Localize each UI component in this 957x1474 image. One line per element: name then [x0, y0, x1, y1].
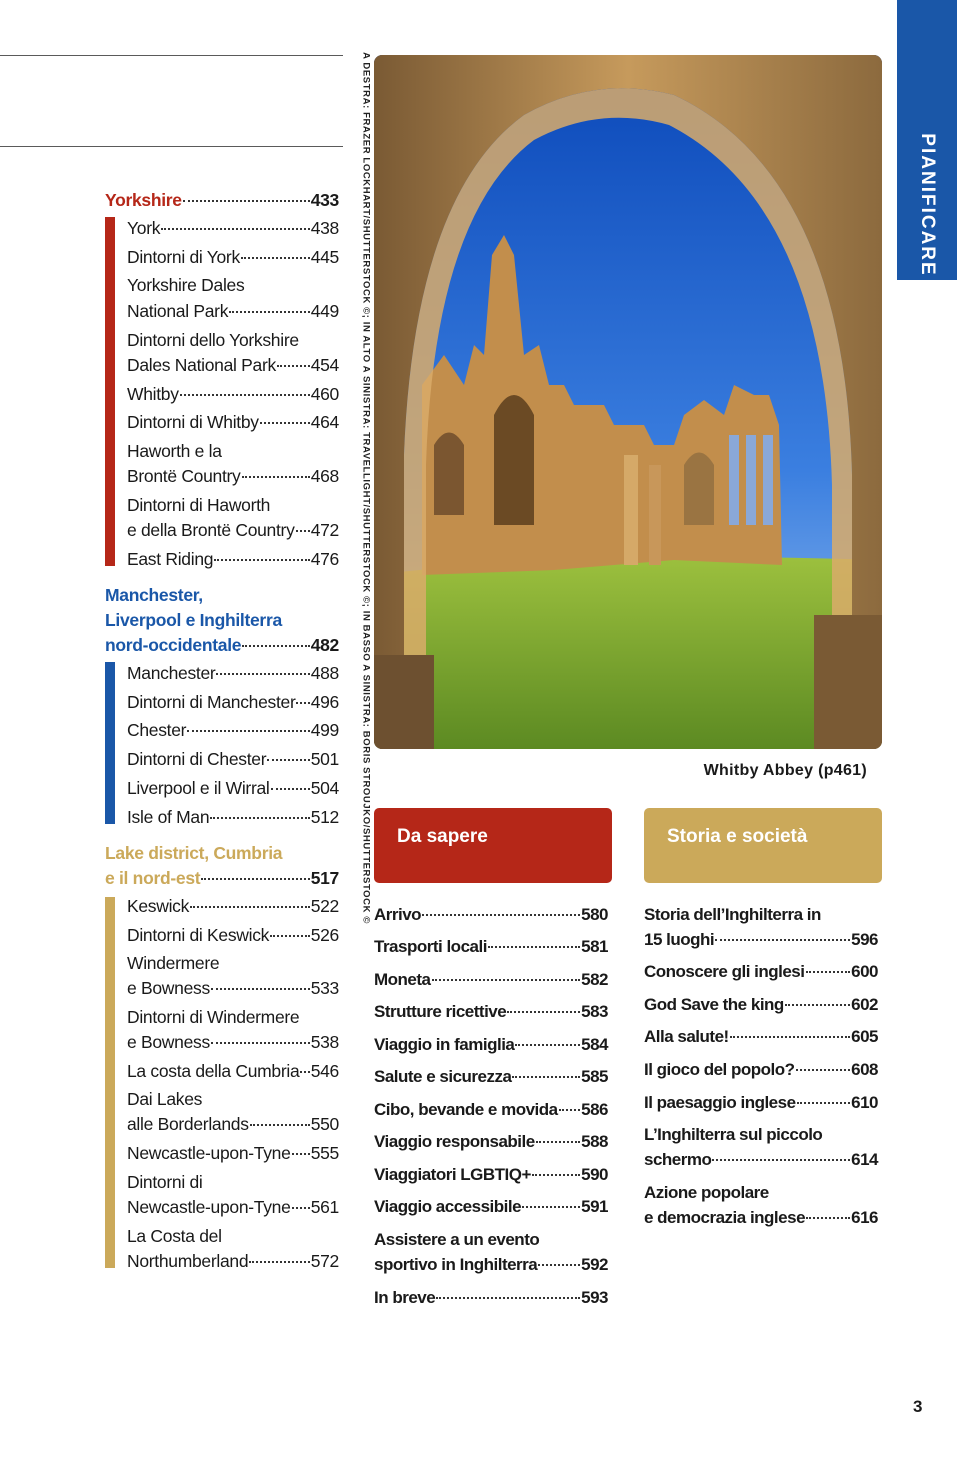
whitby-abbey-photo	[374, 55, 882, 749]
heading-text: Yorkshire	[105, 190, 182, 210]
toc-entry[interactable]	[127, 355, 339, 376]
page-ref: 538	[310, 1032, 339, 1052]
leader-dots	[229, 311, 310, 313]
entry-label: Salute e sicurezza	[374, 1067, 512, 1086]
page-ref: 546	[310, 1061, 339, 1081]
leader-dots	[515, 1044, 580, 1046]
leader-dots	[536, 1141, 580, 1143]
storia-header[interactable]	[644, 808, 882, 883]
toc-entry[interactable]	[127, 692, 339, 713]
toc-entry[interactable]	[644, 930, 878, 950]
entry-label: schermo	[644, 1150, 712, 1169]
entry-label: Arrivo	[374, 905, 422, 924]
section-tab-label: PIANIFICARE	[917, 133, 938, 277]
entry-label: Dales National Park	[127, 355, 276, 375]
page-ref: 468	[310, 466, 339, 486]
entry-label: Strutture ricettive	[374, 1002, 507, 1021]
heading-text: nord-occidentale	[105, 635, 242, 655]
entry-label: Viaggio accessibile	[374, 1197, 522, 1216]
page-number: 3	[913, 1397, 923, 1416]
leader-dots	[241, 257, 310, 259]
entry-label: Azione popolare	[644, 1183, 769, 1202]
toc-entry[interactable]	[127, 749, 339, 770]
page-ref: 482	[310, 635, 339, 655]
toc-entry[interactable]	[374, 970, 608, 990]
entry-label: Dai Lakes	[127, 1089, 203, 1109]
toc-heading-lake[interactable]	[105, 868, 339, 889]
page-ref: 610	[851, 1093, 878, 1112]
entry-label: Chester	[127, 720, 187, 740]
toc-heading-lake-line1	[105, 843, 282, 864]
toc-entry-first-line	[644, 905, 821, 925]
leader-dots	[292, 1153, 310, 1155]
page-ref: 591	[581, 1197, 608, 1216]
toc-entry[interactable]	[374, 1197, 608, 1217]
leader-dots	[187, 730, 310, 732]
page-ref: 472	[310, 520, 339, 540]
toc-entry[interactable]	[127, 218, 339, 239]
entry-label: Cibo, bevande e movida	[374, 1100, 558, 1119]
page-ref: 504	[310, 778, 339, 798]
toc-entry[interactable]	[374, 1002, 608, 1022]
page-ref: 433	[310, 190, 339, 210]
toc-entry[interactable]	[127, 925, 339, 946]
toc-entry[interactable]	[127, 1197, 339, 1218]
toc-entry-first-line	[127, 1226, 222, 1247]
toc-entry-first-line	[644, 1125, 822, 1145]
yorkshire-color-bar	[105, 217, 115, 566]
toc-entry[interactable]	[374, 1100, 608, 1120]
toc-entry[interactable]	[127, 1251, 339, 1272]
entry-label: God Save the king	[644, 995, 784, 1014]
leader-dots	[190, 906, 310, 908]
entry-label: Dintorni di	[127, 1172, 203, 1192]
toc-entry-first-line	[127, 1172, 202, 1193]
toc-entry-first-line	[127, 275, 244, 296]
entry-label: Northumberland	[127, 1251, 249, 1271]
toc-entry[interactable]	[127, 247, 339, 268]
page-ref: 600	[851, 962, 878, 981]
entry-label: Brontë Country	[127, 466, 241, 486]
leader-dots	[214, 559, 309, 561]
page-ref: 533	[310, 978, 339, 998]
toc-entry-first-line	[127, 441, 222, 462]
leader-dots	[715, 939, 850, 941]
page-ref: 522	[310, 896, 339, 916]
leader-dots	[260, 422, 310, 424]
page-ref: 555	[310, 1143, 339, 1163]
entry-label: Liverpool e il Wirral	[127, 778, 270, 798]
entry-label: La Costa del	[127, 1226, 222, 1246]
toc-entry[interactable]	[374, 1165, 608, 1185]
page-ref: 616	[851, 1208, 878, 1227]
leader-dots	[271, 788, 310, 790]
entry-label: e Bowness	[127, 978, 210, 998]
page-ref: 438	[310, 218, 339, 238]
page-ref: 583	[581, 1002, 608, 1021]
leader-dots	[242, 645, 309, 647]
toc-entry[interactable]	[127, 720, 339, 741]
entry-label: National Park	[127, 301, 229, 321]
page-ref: 449	[310, 301, 339, 321]
leader-dots	[267, 759, 309, 761]
page-ref: 592	[581, 1255, 608, 1274]
entry-label: Windermere	[127, 953, 220, 973]
page-ref: 464	[310, 412, 339, 432]
page-ref: 460	[310, 384, 339, 404]
toc-entry[interactable]	[374, 937, 608, 957]
page-ref: 512	[310, 807, 339, 827]
leader-dots	[538, 1264, 580, 1266]
entry-label: Isle of Man	[127, 807, 210, 827]
toc-entry[interactable]	[644, 1060, 878, 1080]
entry-label: Dintorni di Manchester	[127, 692, 296, 712]
entry-label: La costa della Cumbria	[127, 1061, 300, 1081]
page-ref: 614	[851, 1150, 878, 1169]
toc-entry[interactable]	[127, 520, 339, 541]
entry-label: Whitby	[127, 384, 179, 404]
page-ref: 585	[581, 1067, 608, 1086]
leader-dots	[522, 1206, 580, 1208]
entry-label: Dintorni di Haworth	[127, 495, 271, 515]
page-ref: 501	[310, 749, 339, 769]
leader-dots	[785, 1004, 850, 1006]
entry-label: Dintorni di Chester	[127, 749, 267, 769]
toc-entry[interactable]	[374, 1288, 608, 1308]
page-ref: 499	[310, 720, 339, 740]
entry-label: Il paesaggio inglese	[644, 1093, 796, 1112]
entry-label: Dintorni di Whitby	[127, 412, 259, 432]
toc-entry[interactable]	[127, 807, 339, 828]
entry-label: Conoscere gli inglesi	[644, 962, 805, 981]
toc-entry[interactable]	[374, 1067, 608, 1087]
toc-entry[interactable]	[644, 962, 878, 982]
toc-entry[interactable]	[644, 995, 878, 1015]
toc-entry[interactable]	[644, 1027, 878, 1047]
entry-label: In breve	[374, 1288, 436, 1307]
toc-heading-manchester-line2	[105, 610, 282, 631]
entry-label: alle Borderlands	[127, 1114, 249, 1134]
entry-label: Viaggio responsabile	[374, 1132, 535, 1151]
section-tab[interactable]	[897, 0, 957, 280]
toc-entry[interactable]	[127, 978, 339, 999]
heading-text: Manchester,	[105, 585, 203, 605]
page-ref: 581	[581, 937, 608, 956]
leader-dots	[806, 1217, 850, 1219]
leader-dots	[183, 200, 310, 202]
toc-entry-first-line	[127, 1089, 202, 1110]
entry-label: Assistere a un evento	[374, 1230, 540, 1249]
entry-label: Il gioco del popolo?	[644, 1060, 795, 1079]
toc-entry[interactable]	[127, 778, 339, 799]
leader-dots	[432, 979, 581, 981]
entry-label: e democrazia inglese	[644, 1208, 806, 1227]
toc-heading-manchester-line1	[105, 585, 203, 606]
entry-label: Viaggio in famiglia	[374, 1035, 515, 1054]
entry-label: 15 luoghi	[644, 930, 715, 949]
leader-dots	[292, 1207, 310, 1209]
heading-text: Liverpool e Inghilterra	[105, 610, 282, 630]
entry-label: Dintorni dello Yorkshire	[127, 330, 299, 350]
storia-title: Storia e società	[667, 826, 808, 847]
page-ref: 580	[581, 905, 608, 924]
page-ref: 596	[851, 930, 878, 949]
leader-dots	[712, 1159, 850, 1161]
toc-entry[interactable]	[374, 1035, 608, 1055]
leader-dots	[216, 673, 309, 675]
toc-entry[interactable]	[127, 896, 339, 917]
page-ref: 584	[581, 1035, 608, 1054]
entry-label: Newcastle-upon-Tyne	[127, 1143, 291, 1163]
entry-label: Moneta	[374, 970, 431, 989]
page-ref: 561	[310, 1197, 339, 1217]
leader-dots	[201, 878, 309, 880]
toc-entry[interactable]	[374, 905, 608, 925]
toc-entry[interactable]	[127, 384, 339, 405]
leader-dots	[436, 1297, 580, 1299]
toc-entry[interactable]	[644, 1150, 878, 1170]
leader-dots	[559, 1109, 581, 1111]
toc-entry-first-line	[644, 1183, 769, 1203]
toc-entry[interactable]	[374, 1132, 608, 1152]
toc-entry[interactable]	[127, 1114, 339, 1135]
page-ref: 488	[310, 663, 339, 683]
toc-entry[interactable]	[127, 549, 339, 570]
entry-label: Trasporti locali	[374, 937, 487, 956]
page-ref: 602	[851, 995, 878, 1014]
toc-heading-yorkshire[interactable]	[105, 190, 339, 211]
toc-entry[interactable]	[127, 466, 339, 487]
page-ref: 476	[310, 549, 339, 569]
page-ref: 445	[310, 247, 339, 267]
lake-color-bar	[105, 897, 115, 1268]
page-ref: 517	[310, 868, 339, 888]
entry-label: Newcastle-upon-Tyne	[127, 1197, 291, 1217]
toc-entry[interactable]	[127, 663, 339, 684]
toc-entry[interactable]	[127, 1061, 339, 1082]
leader-dots	[796, 1069, 851, 1071]
entry-label: Manchester	[127, 663, 216, 683]
leader-dots	[488, 946, 580, 948]
leader-dots	[180, 394, 310, 396]
entry-label: York	[127, 218, 161, 238]
page-ref: 582	[581, 970, 608, 989]
toc-heading-manchester[interactable]	[105, 635, 339, 656]
page-ref: 454	[310, 355, 339, 375]
leader-dots	[730, 1036, 850, 1038]
entry-label: East Riding	[127, 549, 214, 569]
leader-dots	[512, 1076, 580, 1078]
leader-dots	[211, 1042, 310, 1044]
photo-credit-text: A DESTRA: FRAZER LOCKHART/SHUTTERSTOCK ©; IN ALTO A SINISTRA: TRAVELLIGHT/SHUTTERSTOCK ©; IN BASSO A SINISTRA: BORIS STROUJKO/SHUTTERSTOCK ©	[360, 52, 372, 924]
heading-text: Lake district, Cumbria	[105, 843, 283, 863]
page-ref: 588	[581, 1132, 608, 1151]
toc-entry[interactable]	[127, 1032, 339, 1053]
leader-dots	[806, 971, 851, 973]
entry-label: Alla salute!	[644, 1027, 729, 1046]
toc-entry[interactable]	[127, 301, 339, 322]
da-sapere-header[interactable]	[374, 808, 612, 883]
page-ref: 550	[310, 1114, 339, 1134]
leader-dots	[532, 1174, 580, 1176]
page-ref: 608	[851, 1060, 878, 1079]
toc-entry[interactable]	[127, 1143, 339, 1164]
leader-dots	[296, 530, 310, 532]
toc-entry[interactable]	[127, 412, 339, 433]
toc-entry-first-line	[127, 953, 219, 974]
toc-entry-first-line	[127, 495, 270, 516]
page-ref: 496	[310, 692, 339, 712]
entry-label: sportivo in Inghilterra	[374, 1255, 538, 1274]
leader-dots	[422, 914, 580, 916]
entry-label: Yorkshire Dales	[127, 275, 245, 295]
leader-dots	[250, 1124, 310, 1126]
page-ref: 605	[851, 1027, 878, 1046]
page-ref: 586	[581, 1100, 608, 1119]
toc-entry[interactable]	[644, 1093, 878, 1113]
leader-dots	[242, 476, 310, 478]
toc-entry-first-line	[127, 1007, 299, 1028]
page-ref: 590	[581, 1165, 608, 1184]
leader-dots	[161, 228, 310, 230]
toc-entry-first-line	[127, 330, 299, 351]
entry-label: Dintorni di Windermere	[127, 1007, 300, 1027]
leader-dots	[797, 1102, 851, 1104]
entry-label: e della Brontë Country	[127, 520, 295, 540]
da-sapere-title: Da sapere	[397, 826, 488, 847]
leader-dots	[296, 702, 309, 704]
page-ref: 572	[310, 1251, 339, 1271]
entry-label: Haworth e la	[127, 441, 222, 461]
leader-dots	[277, 365, 310, 367]
heading-text: e il nord-est	[105, 868, 201, 888]
toc-entry[interactable]	[644, 1208, 878, 1228]
entry-label: Viaggiatori LGBTIQ+	[374, 1165, 531, 1184]
toc-entry-first-line	[374, 1230, 539, 1250]
leader-dots	[210, 817, 309, 819]
entry-label: L’Inghilterra sul piccolo	[644, 1125, 823, 1144]
manchester-color-bar	[105, 662, 115, 824]
entry-label: Storia dell’Inghilterra in	[644, 905, 821, 924]
page-ref: 526	[310, 925, 339, 945]
second-rule	[0, 146, 343, 147]
photo-caption: Whitby Abbey (p461)	[703, 762, 867, 779]
leader-dots	[300, 1071, 309, 1073]
toc-entry[interactable]	[374, 1255, 608, 1275]
leader-dots	[270, 935, 310, 937]
page-ref: 593	[581, 1288, 608, 1307]
entry-label: e Bowness	[127, 1032, 210, 1052]
entry-label: Keswick	[127, 896, 190, 916]
leader-dots	[211, 988, 310, 990]
leader-dots	[249, 1261, 309, 1263]
leader-dots	[507, 1011, 580, 1013]
top-rule	[0, 55, 343, 56]
entry-label: Dintorni di York	[127, 247, 240, 267]
entry-label: Dintorni di Keswick	[127, 925, 270, 945]
